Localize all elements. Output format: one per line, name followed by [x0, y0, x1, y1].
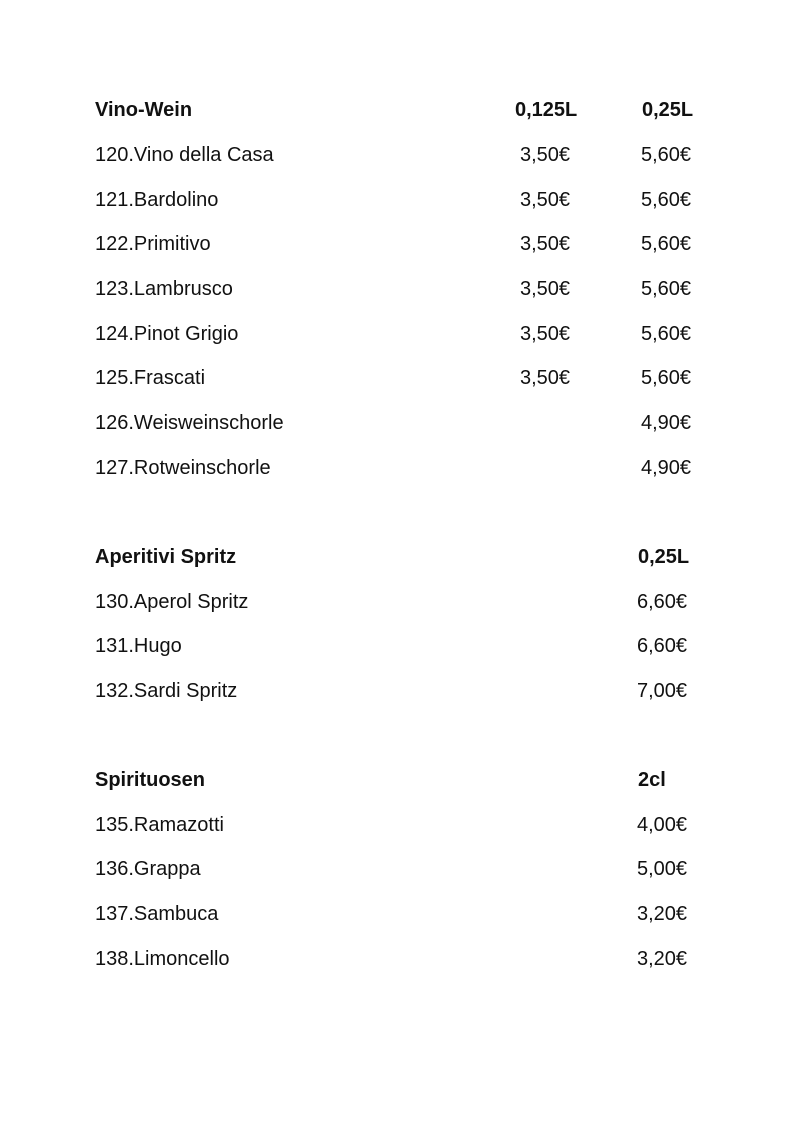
spritz-item-row: [0, 678, 793, 704]
spritz-item-name: 130.Aperol Spritz: [95, 591, 249, 613]
spirits-header-row: [0, 767, 793, 793]
spirits-item-price: 3,20€: [637, 903, 688, 925]
wine-item-name: 122.Primitivo: [95, 233, 211, 255]
spritz-item-row: [0, 633, 793, 659]
spritz-item-name: 132.Sardi Spritz: [95, 680, 238, 702]
spirits-item-row: [0, 812, 793, 838]
wine-item-row: [0, 410, 793, 436]
wine-item-large-price: 5,60€: [641, 233, 692, 255]
wine-item-large-price: 5,60€: [641, 189, 692, 211]
wine-item-large-price: 5,60€: [641, 278, 692, 300]
wine-small-size-header: 0,125L: [515, 99, 578, 121]
wine-item-name: 125.Frascati: [95, 367, 206, 389]
spirits-item-row: [0, 856, 793, 882]
wine-item-name: 123.Lambrusco: [95, 278, 233, 300]
wine-section-title: Vino-Wein: [95, 99, 193, 121]
spirits-item-price: 3,20€: [637, 948, 688, 970]
spirits-item-name: 135.Ramazotti: [95, 814, 224, 836]
wine-item-name: 124.Pinot Grigio: [95, 323, 239, 345]
wine-item-row: [0, 276, 793, 302]
spirits-item-name: 137.Sambuca: [95, 903, 219, 925]
wine-item-row: [0, 365, 793, 391]
spritz-section-title: Aperitivi Spritz: [95, 546, 237, 568]
spritz-item-price: 7,00€: [637, 680, 688, 702]
spritz-header-row: [0, 544, 793, 570]
wine-item-name: 127.Rotweinschorle: [95, 457, 271, 479]
spirits-item-price: 4,00€: [637, 814, 688, 836]
wine-item-small-price: 3,50€: [520, 233, 571, 255]
wine-item-small-price: 3,50€: [520, 367, 571, 389]
wine-header-row: [0, 97, 793, 123]
spritz-item-price: 6,60€: [637, 591, 688, 613]
spritz-item-name: 131.Hugo: [95, 635, 182, 657]
wine-item-row: [0, 231, 793, 257]
wine-item-small-price: 3,50€: [520, 144, 571, 166]
spirits-section-title: Spirituosen: [95, 769, 206, 791]
wine-item-large-price: 5,60€: [641, 323, 692, 345]
spritz-item-row: [0, 589, 793, 615]
spritz-size-header: 0,25L: [638, 546, 690, 568]
spirits-size-header: 2cl: [638, 769, 666, 791]
wine-item-large-price: 5,60€: [641, 367, 692, 389]
spirits-item-price: 5,00€: [637, 858, 688, 880]
wine-item-row: [0, 142, 793, 168]
wine-item-small-price: 3,50€: [520, 323, 571, 345]
spritz-item-price: 6,60€: [637, 635, 688, 657]
wine-item-small-price: 3,50€: [520, 278, 571, 300]
wine-item-small-price: 3,50€: [520, 189, 571, 211]
spirits-item-row: [0, 946, 793, 972]
wine-item-name: 120.Vino della Casa: [95, 144, 274, 166]
wine-item-large-price: 5,60€: [641, 144, 692, 166]
wine-item-large-price: 4,90€: [641, 457, 692, 479]
wine-item-name: 121.Bardolino: [95, 189, 219, 211]
wine-item-name: 126.Weisweinschorle: [95, 412, 284, 434]
spirits-item-row: [0, 901, 793, 927]
spirits-item-name: 136.Grappa: [95, 858, 201, 880]
wine-item-row: [0, 321, 793, 347]
wine-item-row: [0, 187, 793, 213]
spirits-item-name: 138.Limoncello: [95, 948, 230, 970]
wine-large-size-header: 0,25L: [642, 99, 694, 121]
wine-item-large-price: 4,90€: [641, 412, 692, 434]
wine-item-row: [0, 455, 793, 481]
